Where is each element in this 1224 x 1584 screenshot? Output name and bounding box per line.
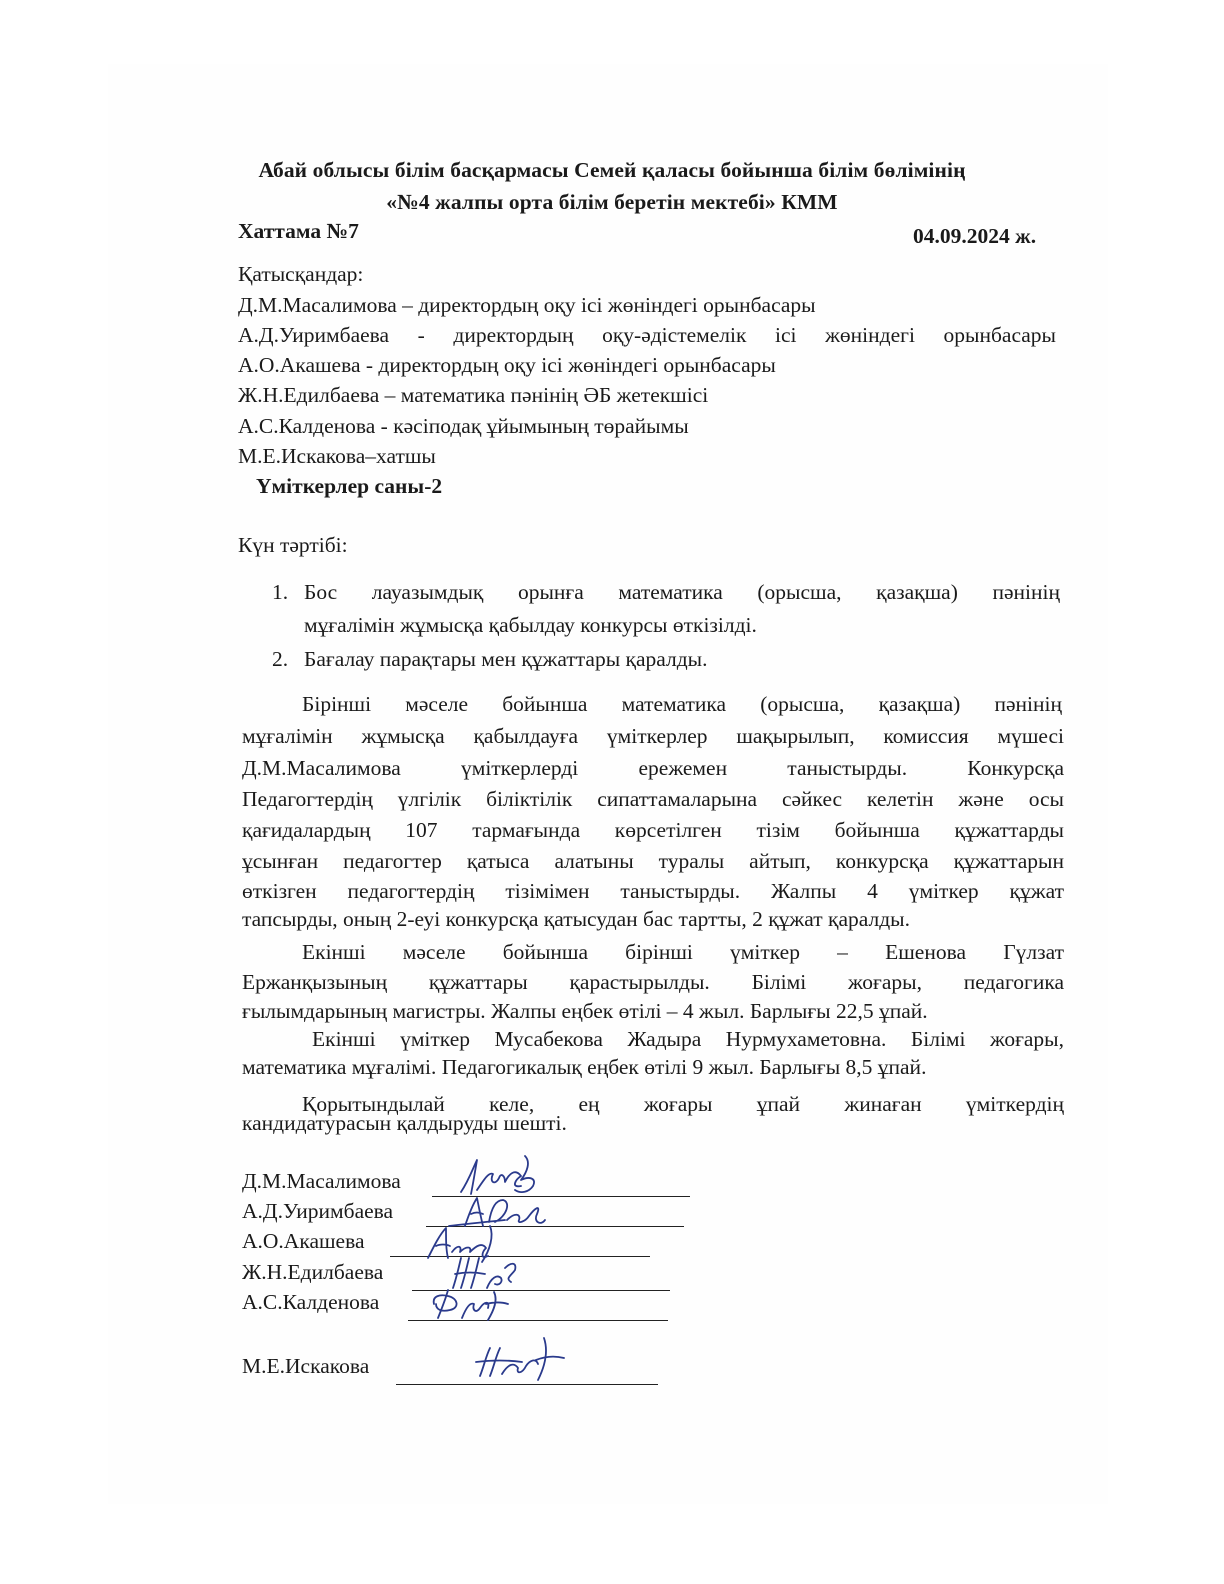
body-text-line: ұсынған педагогтер қатыса алатыны туралы айтып, конкурсқа құжаттарын xyxy=(242,849,1064,873)
body-text-line: ғылымдарының магистры. Жалпы еңбек өтілі – 4 жыл. Барлығы 22,5 ұпай. xyxy=(242,999,928,1023)
body-text-line: Екінші үміткер Мусабекова Жадыра Нурмухаметовна. Білімі жоғары, xyxy=(312,1027,1064,1051)
body-text-line: Қорытындылай келе, ең жоғары ұпай жинаған үміткердің xyxy=(302,1092,1064,1116)
body-text-line: Ержанқызының құжаттары қарастырылды. Білімі жоғары, педагогика xyxy=(242,970,1064,994)
participant-item: А.О.Акашева - директордың оқу ісі жөніндегі орынбасары xyxy=(238,353,776,377)
body-text-line: мұғалімін жұмысқа қабылдауға үміткерлер шақырылып, комиссия мүшесі xyxy=(242,724,1064,748)
protocol-number: Хаттама №7 xyxy=(238,219,359,243)
signatory-name: М.Е.Искакова xyxy=(242,1354,370,1378)
participant-item: М.Е.Искакова–хатшы xyxy=(238,444,436,468)
signature-image xyxy=(472,1334,572,1384)
body-text-line: өткізген педагогтердің тізімімен таныстырды. Жалпы 4 үміткер құжат xyxy=(242,879,1064,903)
agenda-item-text: Бос лауазымдық орынға математика (орысша, қазақша) пәнінің xyxy=(304,580,1060,604)
agenda-item-text: мұғалімін жұмысқа қабылдау конкурсы өткізілді. xyxy=(304,613,757,637)
signatory-name: А.О.Акашева xyxy=(242,1229,365,1253)
body-text-line: Екінші мәселе бойынша бірінші үміткер – Ешенова Гүлзат xyxy=(302,940,1064,964)
agenda-heading: Күн тәртібі: xyxy=(238,533,348,557)
signatory-name: Ж.Н.Едилбаева xyxy=(242,1260,384,1284)
org-title-line2: «№4 жалпы орта білім беретін мектебі» КММ xyxy=(386,190,838,214)
signature-image xyxy=(428,1282,518,1326)
participant-item: Ж.Н.Едилбаева – математика пәнінің ӘБ жетекшісі xyxy=(238,383,709,407)
body-text-line: Д.М.Масалимова үміткерлерді ережемен таныстырды. Конкурсқа xyxy=(242,756,1064,780)
participant-item: А.Д.Уиримбаева - директордың оқу-әдістемелік ісі жөніндегі орынбасары xyxy=(238,323,1056,347)
agenda-item-number: 2. xyxy=(272,647,289,671)
signature-line xyxy=(396,1384,658,1385)
candidates-count: Үміткерлер саны-2 xyxy=(256,474,443,498)
protocol-date: 04.09.2024 ж. xyxy=(913,224,1037,248)
body-text-line: Педагогтердің үлгілік біліктілік сипаттамаларына сәйкес келетін және осы xyxy=(242,787,1064,811)
org-title-line1: Абай облысы білім басқармасы Семей қаласы бойынша білім бөлімінің xyxy=(258,158,966,182)
body-text-line: математика мұғалімі. Педагогикалық еңбек өтілі 9 жыл. Барлығы 8,5 ұпай. xyxy=(242,1055,927,1079)
agenda-item-number: 1. xyxy=(272,580,289,604)
body-text-line: Бірінші мәселе бойынша математика (орысша, қазақша) пәнінің xyxy=(302,692,1062,716)
participant-item: А.С.Калденова - кәсіподақ ұйымының төрайымы xyxy=(238,414,689,438)
signatory-name: А.Д.Уиримбаева xyxy=(242,1199,394,1223)
participants-heading: Қатысқандар: xyxy=(238,262,364,286)
agenda-item-text: Бағалау парақтары мен құжаттары қаралды. xyxy=(304,647,708,671)
body-text-line: қағидалардың 107 тармағында көрсетілген тізім бойынша құжаттарды xyxy=(242,818,1064,842)
body-text-line: тапсырды, оның 2-еуі конкурсқа қатысудан бас тартты, 2 құжат қаралды. xyxy=(242,907,911,931)
participant-item: Д.М.Масалимова – директордың оқу ісі жөніндегі орынбасары xyxy=(238,293,816,317)
signatory-name: А.С.Калденова xyxy=(242,1290,380,1314)
signatory-name: Д.М.Масалимова xyxy=(242,1169,401,1193)
body-text-line: кандидатурасын қалдыруды шешті. xyxy=(242,1111,567,1135)
